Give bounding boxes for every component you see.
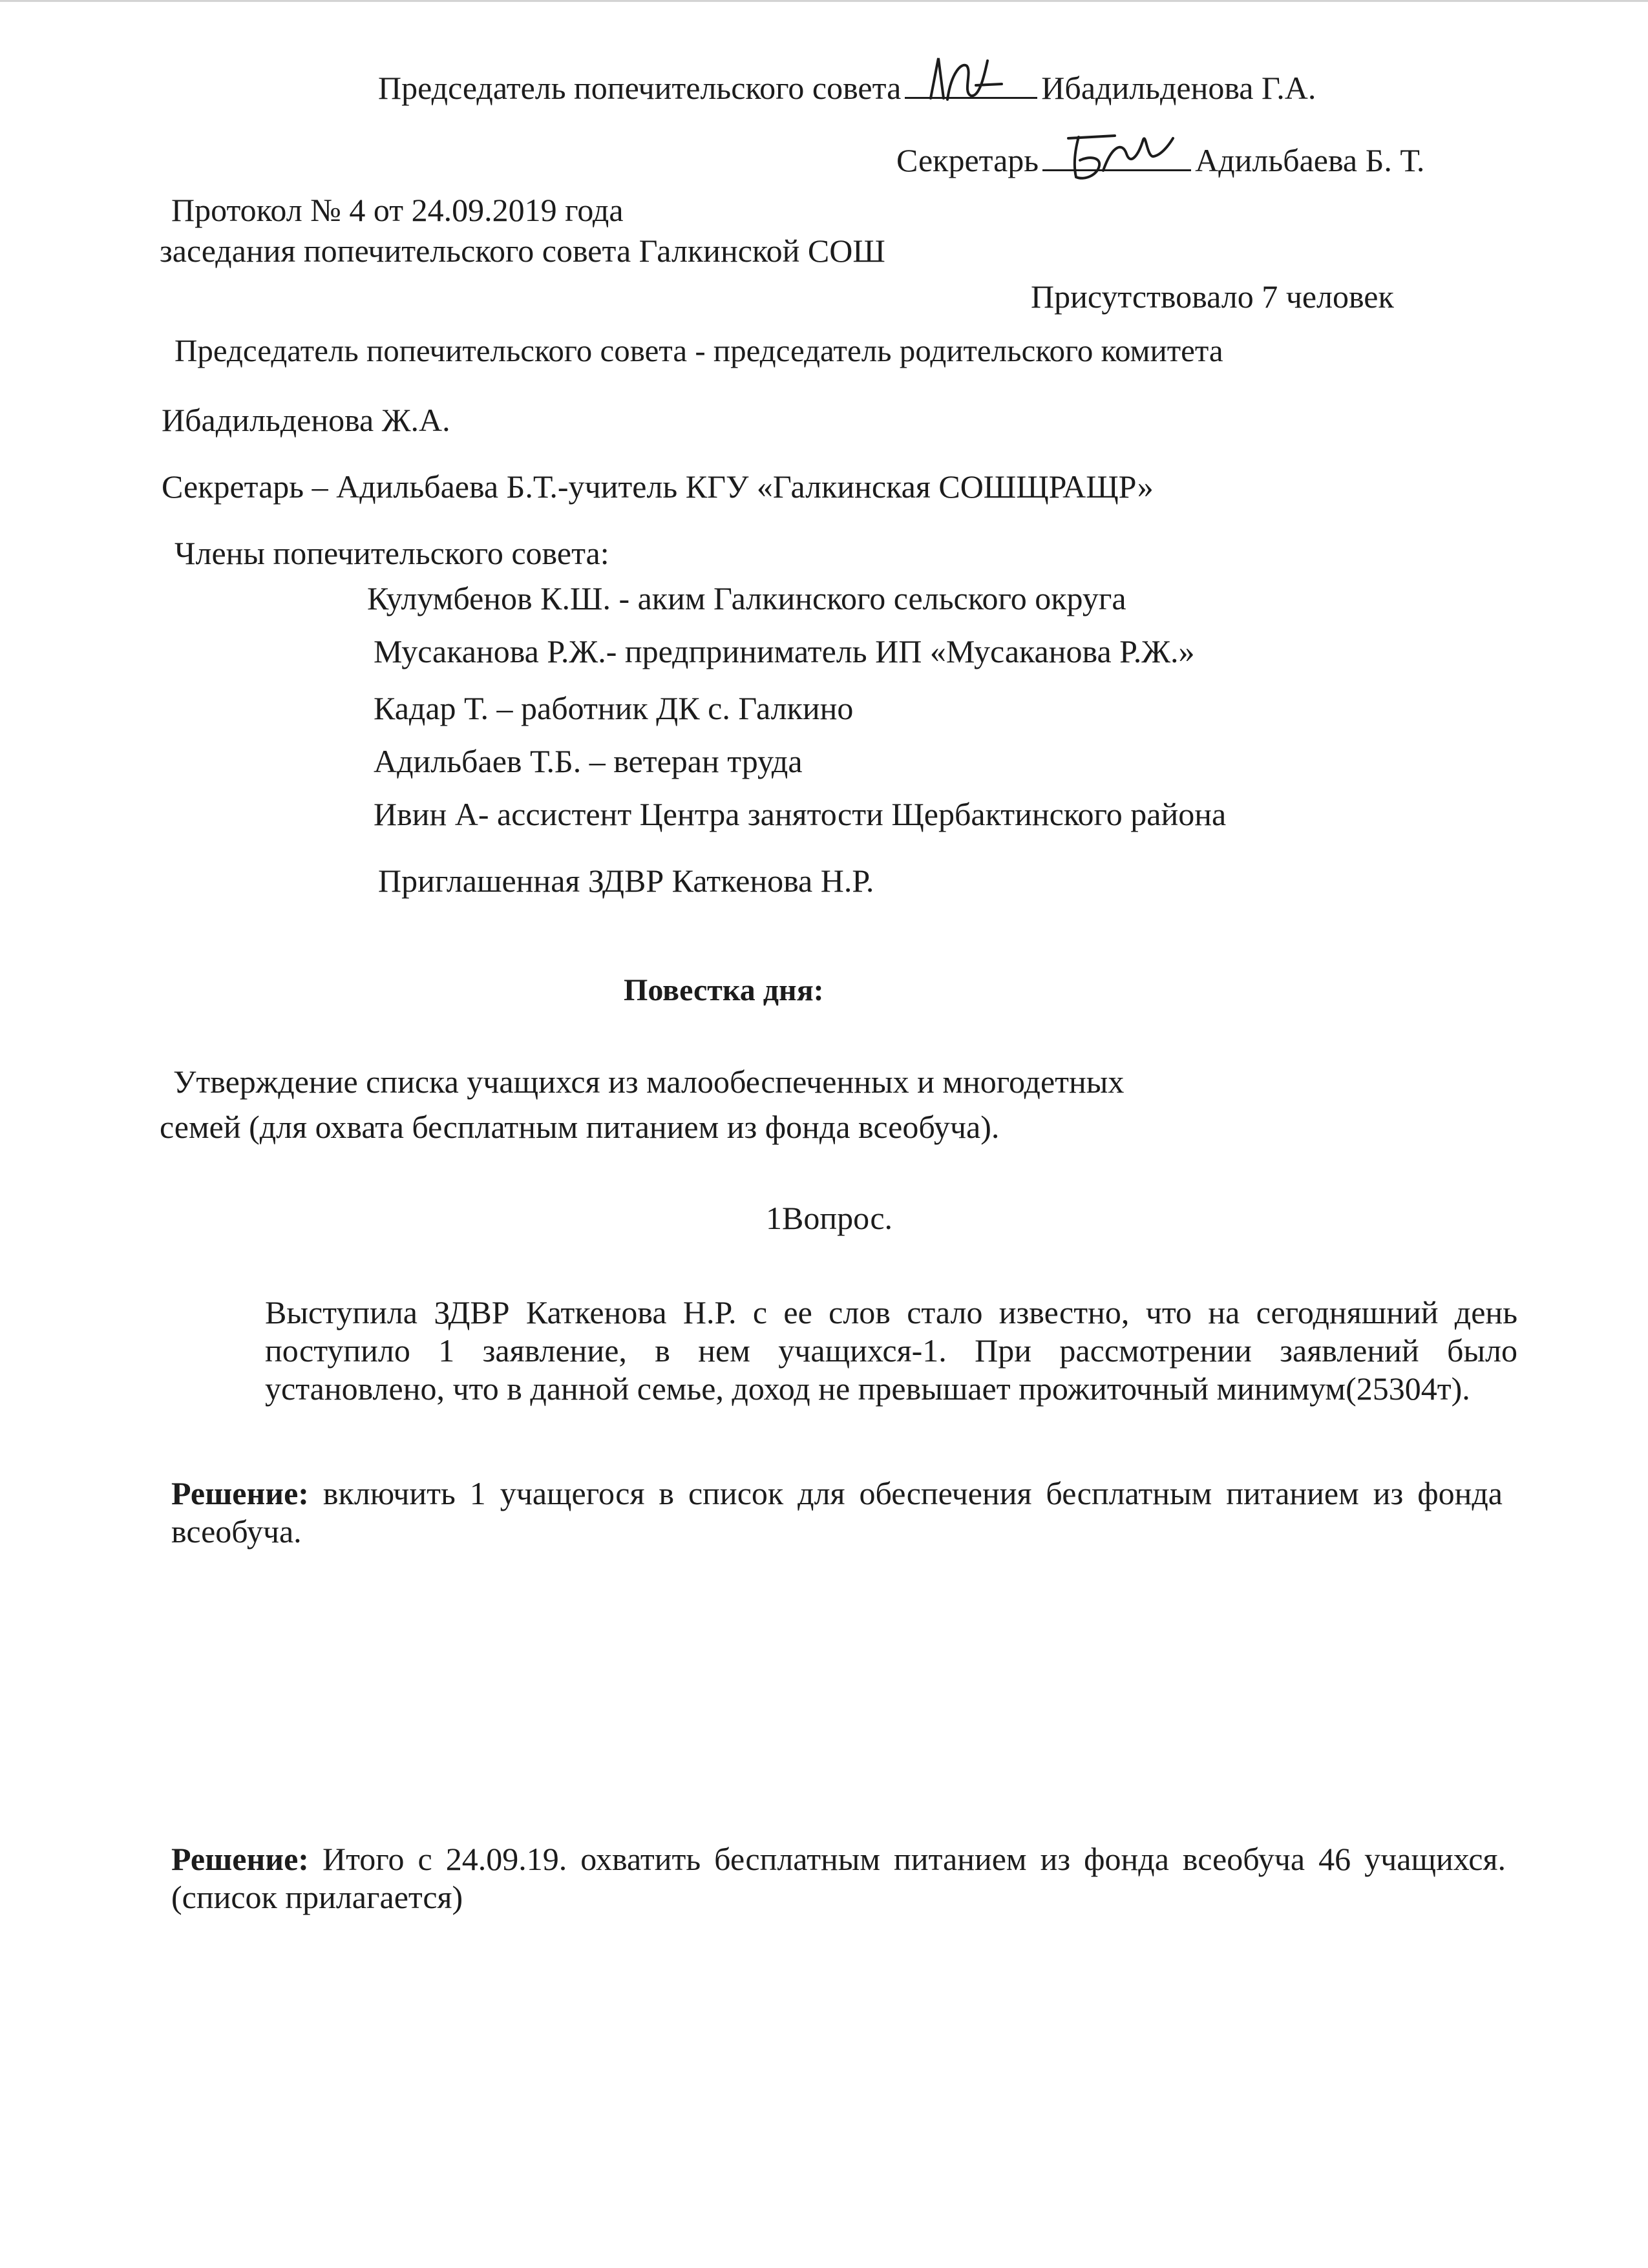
secretary-signature	[1042, 119, 1191, 190]
question-decision	[171, 1475, 1503, 1551]
chairman-line: Председатель попечительского совета - председатель родительского комитета	[174, 333, 1223, 368]
secretary-signature-line	[1042, 136, 1191, 171]
final-decision	[171, 1840, 1506, 1916]
secretary-line: Секретарь – Адильбаева Б.Т.-учитель КГУ «Галкинская СОШЩРАЩР»	[162, 468, 1154, 505]
chairman-approval-name: Ибадильденова Г.А.	[1041, 70, 1316, 106]
members-heading: Члены попечительского совета:	[174, 535, 609, 571]
member-item: Мусаканова Р.Ж.- предприниматель ИП «Мусаканова Р.Ж.»	[374, 633, 1195, 669]
decision-text: включить 1 учащегося в список для обеспечения бесплатным питанием из фонда всеобуча.	[171, 1475, 1503, 1549]
secretary-approval-name: Адильбаева Б. Т.	[1195, 142, 1425, 178]
chairman-approval-line	[378, 63, 1316, 107]
secretary-approval-label: Секретарь	[896, 142, 1039, 178]
member-item: Адильбаев Т.Б. – ветеран труда	[374, 743, 803, 779]
agenda-line-1: Утверждение списка учащихся из малообеспеченных и многодетных	[173, 1064, 1125, 1100]
member-item: Кулумбенов К.Ш. - аким Галкинского сельского округа	[367, 580, 1126, 616]
agenda-heading: Повестка дня:	[624, 973, 824, 1007]
question-speech: Выступила ЗДВР Каткенова Н.Р. с ее слов стало известно, что на сегодняшний день поступило 1 заявление, в нем учащихся-1. При рассмотрении заявлений было установлено, что в данной семье, доход не превышает прожиточный минимум(25304т).	[265, 1294, 1517, 1407]
chairman-signature	[905, 47, 1037, 118]
decision-label: Решение:	[171, 1475, 309, 1511]
member-item: Ивин А- ассистент Центра занятости Щербактинского района	[374, 796, 1227, 832]
question-heading: 1Вопрос.	[766, 1200, 893, 1236]
member-item: Кадар Т. – работник ДК с. Галкино	[374, 690, 854, 726]
chairman-name: Ибадильденова Ж.А.	[162, 402, 450, 438]
secretary-approval-line	[896, 136, 1424, 180]
chairman-signature-line	[905, 63, 1037, 99]
chairman-approval-label: Председатель попечительского совета	[378, 70, 902, 106]
agenda-line-2: семей (для охвата бесплатным питанием из фонда всеобуча).	[160, 1109, 1000, 1145]
attendance: Присутствовало 7 человек	[1031, 278, 1394, 315]
protocol-subtitle: заседания попечительского совета Галкинской СОШ	[160, 233, 885, 269]
final-decision-label: Решение:	[171, 1841, 309, 1877]
final-decision-text: Итого с 24.09.19. охватить бесплатным питанием из фонда всеобуча 46 учащихся. (список прилагается)	[171, 1841, 1506, 1915]
protocol-title: Протокол № 4 от 24.09.2019 года	[171, 192, 624, 228]
scan-edge	[0, 0, 1648, 2]
invited-line: Приглашенная ЗДВР Каткенова Н.Р.	[378, 863, 874, 899]
